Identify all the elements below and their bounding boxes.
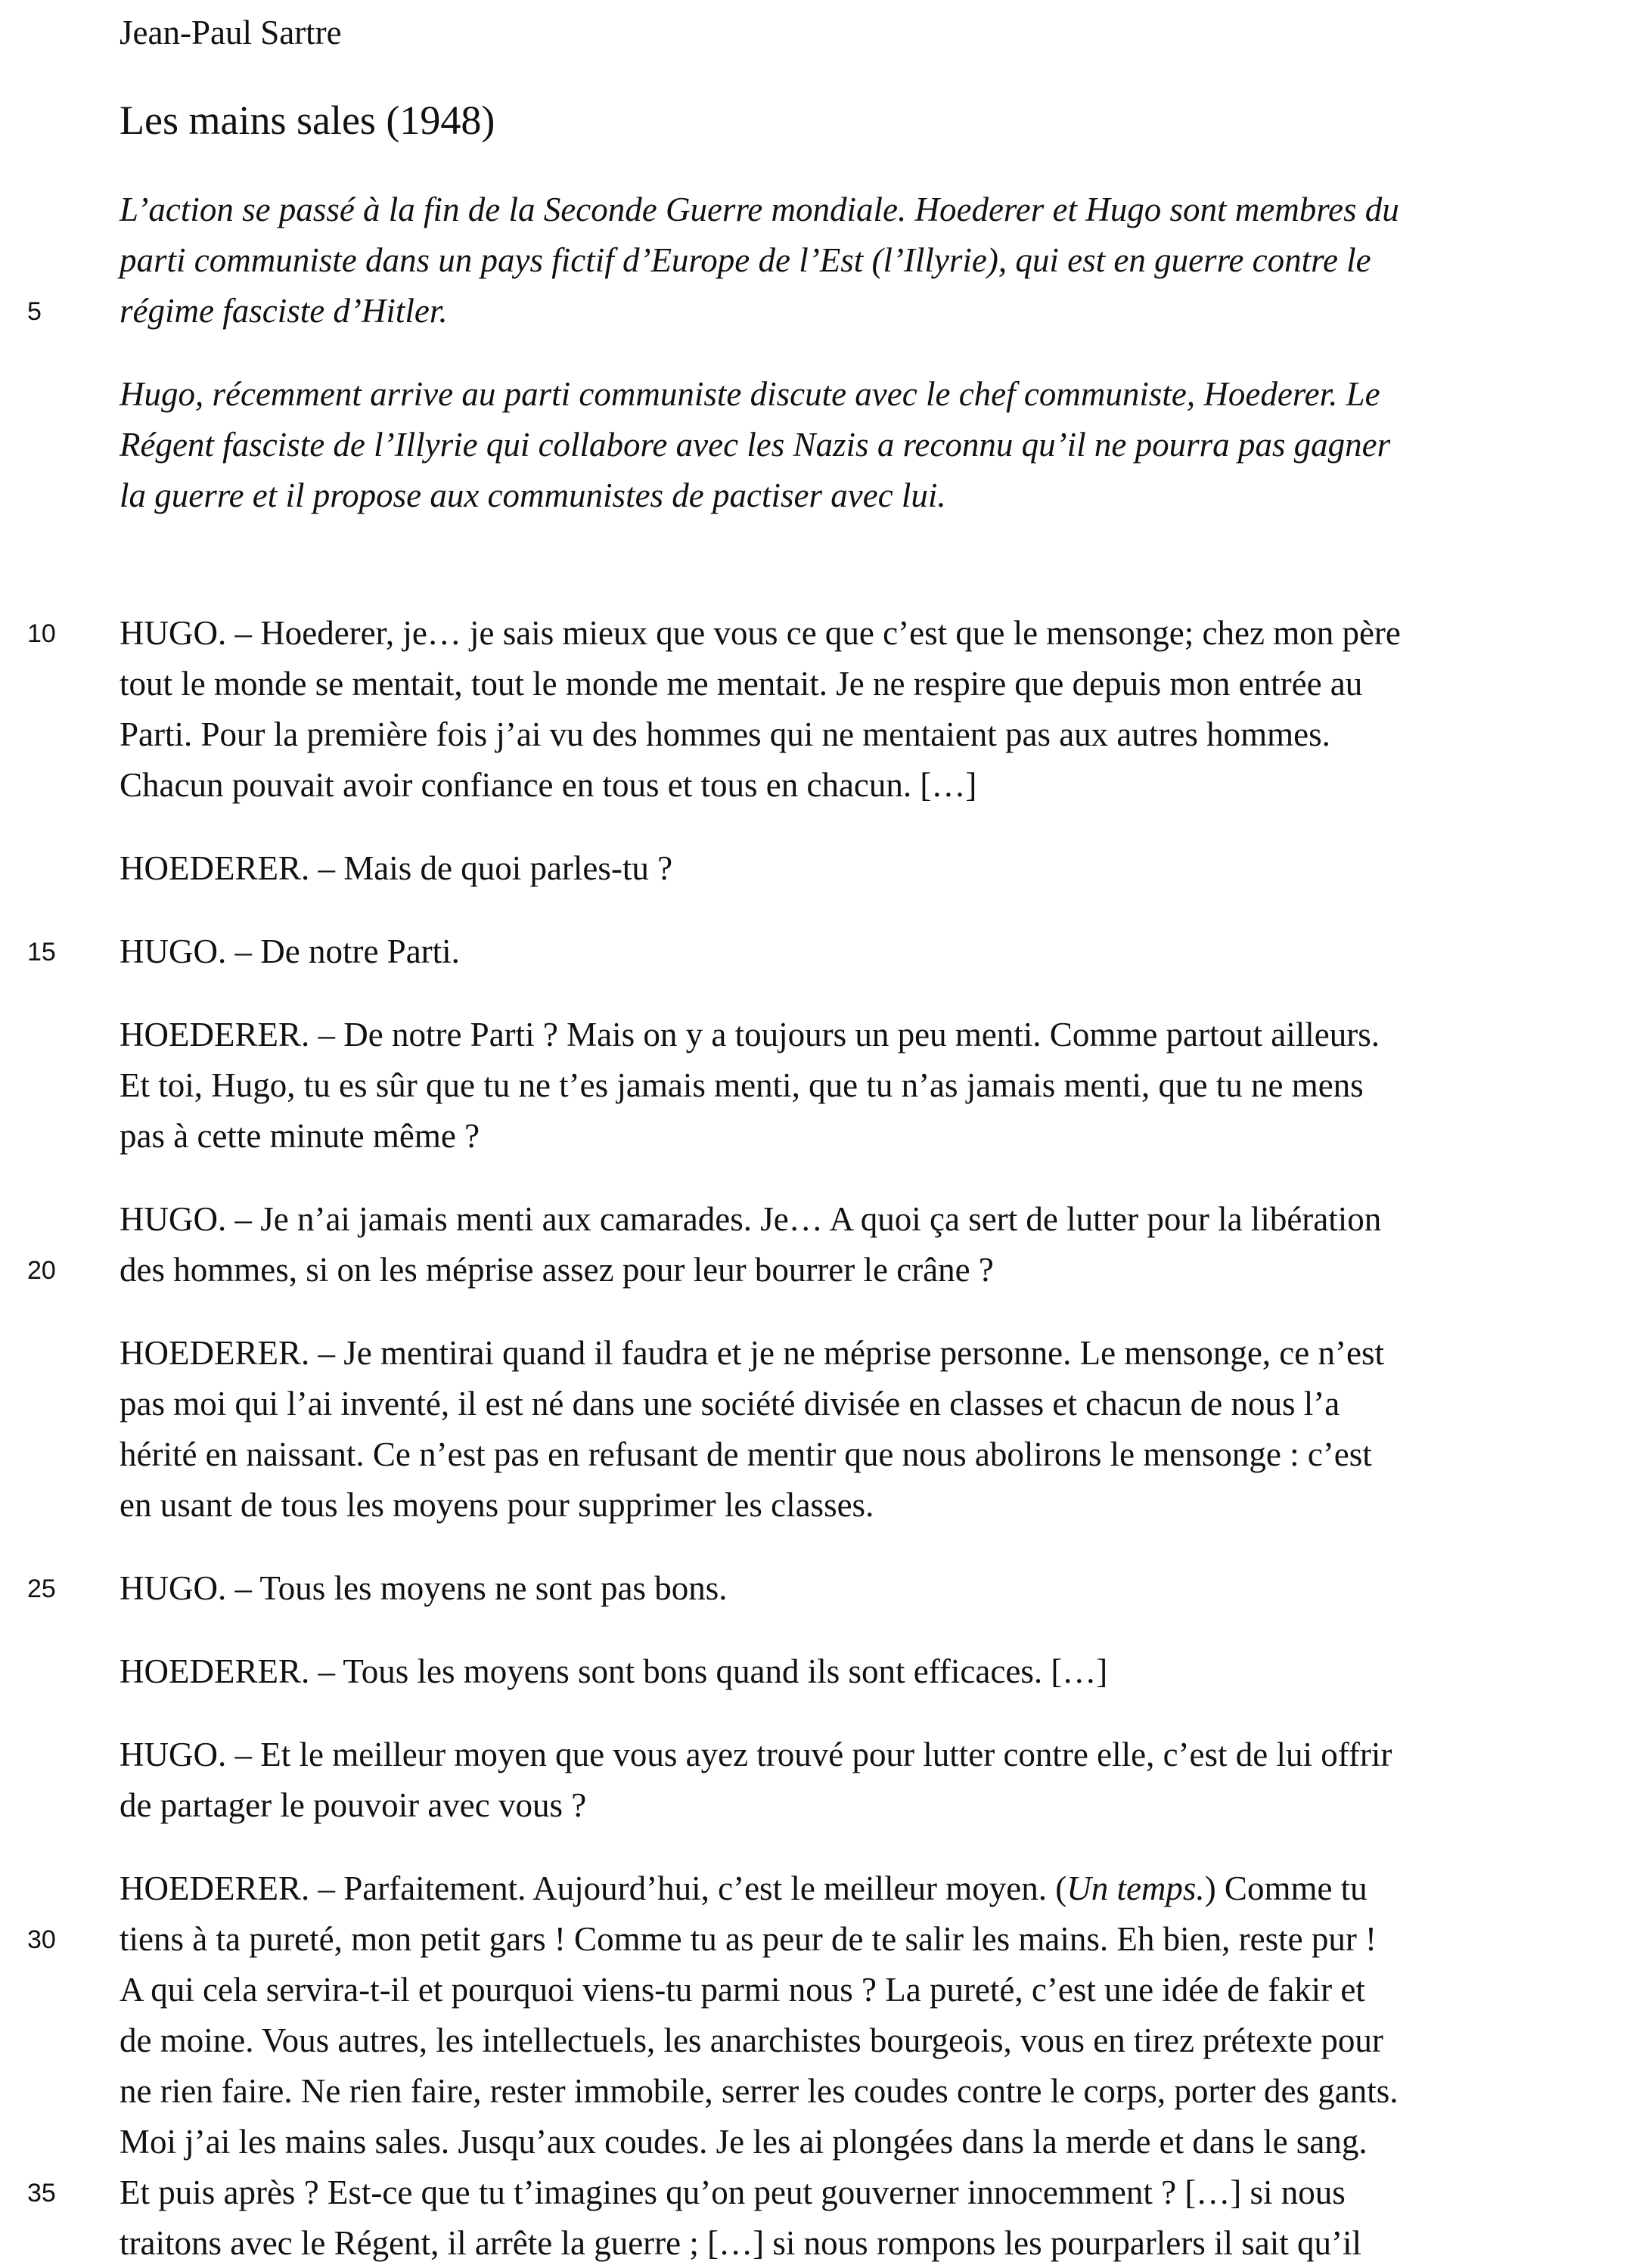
dialogue-line: tout le monde se mentait, tout le monde me mentait. Je ne respire que depuis mon entrée au — [120, 665, 1363, 703]
dialogue-line: HOEDERER. – Je mentirai quand il faudra et je ne méprise personne. Le mensonge, ce n’est — [120, 1334, 1384, 1372]
dialogue-line: Chacun pouvait avoir confiance en tous et tous en chacun. […] — [120, 766, 977, 804]
intro-line: régime fasciste d’Hitler. — [120, 292, 448, 330]
dialogue-line: hérité en naissant. Ce n’est pas en refusant de mentir que nous abolirons le mensonge : c’est — [120, 1435, 1372, 1473]
dialogue-line: pas à cette minute même ? — [120, 1117, 480, 1155]
dialogue-line: Et toi, Hugo, tu es sûr que tu ne t’es jamais menti, que tu n’as jamais menti, que tu ne mens — [120, 1066, 1364, 1104]
dialogue-line: Et puis après ? Est-ce que tu t’imagines qu’on peut gouverner innocemment ? […] si nous — [120, 2173, 1346, 2211]
dialogue-line: des hommes, si on les méprise assez pour leur bourrer le crâne ? — [120, 1251, 994, 1289]
play-title: Les mains sales (1948) — [120, 98, 495, 143]
dialogue-line: HUGO. – Je n’ai jamais menti aux camarades. Je… A quoi ça sert de lutter pour la libération — [120, 1200, 1382, 1238]
line-number: 25 — [27, 1575, 56, 1603]
line-number: 5 — [27, 297, 42, 326]
dialogue-line: Parti. Pour la première fois j’ai vu des hommes qui ne mentaient pas aux autres hommes. — [120, 715, 1330, 753]
dialogue-line: HUGO. – De notre Parti. — [120, 932, 460, 970]
dialogue-text: HOEDERER. – Parfaitement. Aujourd’hui, c’est le meilleur moyen. ( — [120, 1869, 1067, 1907]
line-number: 35 — [27, 2179, 56, 2207]
dialogue-line: de moine. Vous autres, les intellectuels, les anarchistes bourgeois, vous en tirez prétexte pour — [120, 2021, 1383, 2059]
intro-line: la guerre et il propose aux communistes de pactiser avec lui. — [120, 476, 946, 514]
intro-line: Régent fasciste de l’Illyrie qui collabore avec les Nazis a reconnu qu’il ne pourra pas gagner — [120, 426, 1391, 464]
intro-line: Hugo, récemment arrive au parti communiste discute avec le chef communiste, Hoederer. Le — [120, 375, 1380, 413]
dialogue-line: HUGO. – Hoederer, je… je sais mieux que vous ce que c’est que le mensonge; chez mon père — [120, 614, 1401, 652]
line-number: 30 — [27, 1925, 56, 1954]
dialogue-line — [120, 1863, 1602, 1913]
line-number: 10 — [27, 619, 56, 648]
dialogue-line: traitons avec le Régent, il arrête la guerre ; […] si nous rompons les pourparlers il sait qu’il — [120, 2224, 1362, 2262]
line-number: 20 — [27, 1256, 56, 1285]
dialogue-line: HOEDERER. – Tous les moyens sont bons quand ils sont efficaces. […] — [120, 1652, 1108, 1690]
dialogue-line: HUGO. – Et le meilleur moyen que vous ayez trouvé pour lutter contre elle, c’est de lui offrir — [120, 1736, 1392, 1773]
dialogue-text: ) Comme tu — [1204, 1869, 1368, 1907]
stage-direction: Un temps. — [1066, 1869, 1205, 1907]
dialogue-line: HOEDERER. – Mais de quoi parles-tu ? — [120, 849, 673, 887]
line-number: 15 — [27, 938, 56, 966]
dialogue-line: en usant de tous les moyens pour supprimer les classes. — [120, 1486, 874, 1524]
dialogue-line: tiens à ta pureté, mon petit gars ! Comme tu as peur de te salir les mains. Eh bien, reste pur ! — [120, 1920, 1377, 1958]
dialogue-line: ne rien faire. Ne rien faire, rester immobile, serrer les coudes contre le corps, porter des gants. — [120, 2072, 1399, 2110]
dialogue-line: A qui cela servira-t-il et pourquoi viens-tu parmi nous ? La pureté, c’est une idée de fakir et — [120, 1971, 1365, 2009]
intro-line: parti communiste dans un pays fictif d’Europe de l’Est (l’Illyrie), qui est en guerre contre le — [120, 241, 1371, 279]
author-name: Jean-Paul Sartre — [120, 14, 342, 51]
dialogue-line: HUGO. – Tous les moyens ne sont pas bons. — [120, 1569, 728, 1607]
intro-line: L’action se passé à la fin de la Seconde Guerre mondiale. Hoederer et Hugo sont membres du — [120, 191, 1399, 228]
dialogue-line: HOEDERER. – De notre Parti ? Mais on y a toujours un peu menti. Comme partout ailleurs. — [120, 1016, 1380, 1053]
dialogue-line: de partager le pouvoir avec vous ? — [120, 1786, 587, 1824]
dialogue-line: Moi j’ai les mains sales. Jusqu’aux coudes. Je les ai plongées dans la merde et dans le sang. — [120, 2123, 1368, 2161]
dialogue-line: pas moi qui l’ai inventé, il est né dans une société divisée en classes et chacun de nous l’a — [120, 1385, 1340, 1423]
